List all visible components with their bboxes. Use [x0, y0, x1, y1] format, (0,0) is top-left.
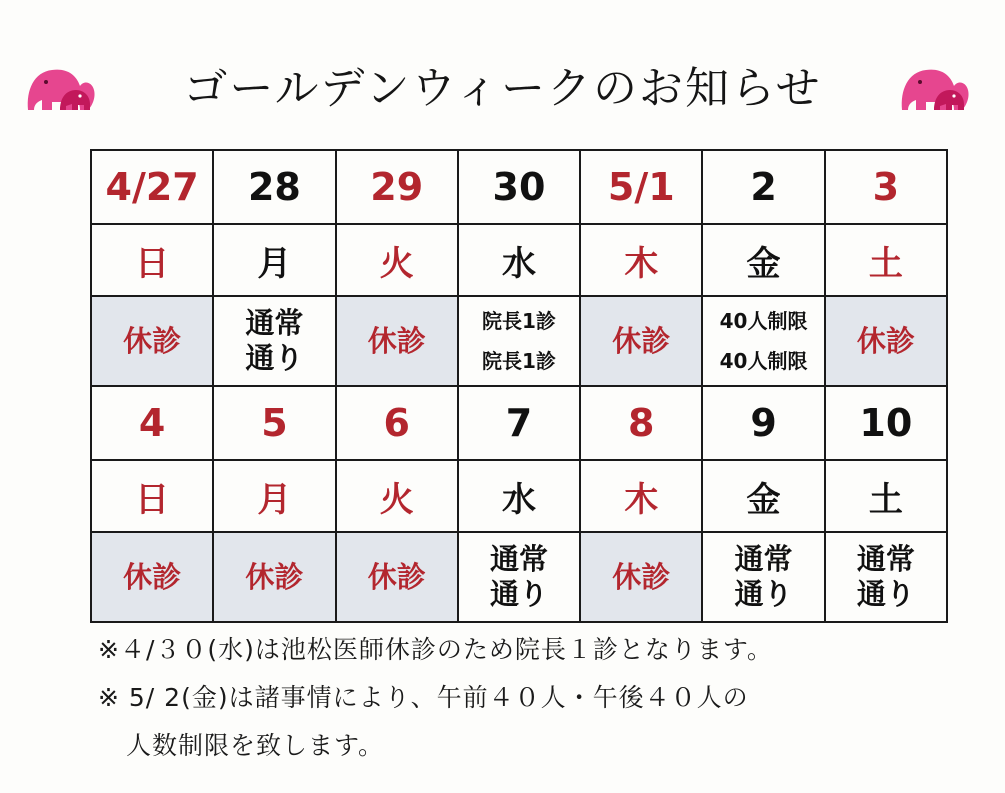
- note-line: 人数制限を致します。: [126, 731, 385, 760]
- date-cell: 30: [458, 150, 580, 224]
- week2-status-row: [91, 532, 947, 622]
- date-cell: 4/27: [91, 150, 213, 224]
- status-text: 休診: [245, 559, 304, 594]
- status-cell-closed: [580, 296, 702, 386]
- status-text: 休診: [612, 559, 671, 594]
- weekday-cell: 水: [458, 460, 580, 532]
- weekday-cell: 日: [91, 224, 213, 296]
- status-text: 通常: [856, 542, 915, 577]
- date-cell: 5/1: [580, 150, 702, 224]
- week2-weekday-row: [91, 460, 947, 532]
- date-cell: 10: [825, 386, 947, 460]
- status-cell-closed: [336, 296, 458, 386]
- status-text: 40人制限: [719, 309, 808, 333]
- status-text: 院長1診: [482, 309, 556, 333]
- status-cell-director: [458, 296, 580, 386]
- date-cell: 28: [213, 150, 335, 224]
- status-cell-closed: [91, 296, 213, 386]
- date-cell: 3: [825, 150, 947, 224]
- status-cell-closed: [825, 296, 947, 386]
- status-text: 院長1診: [482, 349, 556, 373]
- status-text: 休診: [367, 559, 426, 594]
- weekday-cell: 土: [825, 224, 947, 296]
- status-cell-closed: [580, 532, 702, 622]
- status-text: 休診: [856, 323, 915, 358]
- status-cell-closed: [213, 532, 335, 622]
- weekday-cell: 火: [336, 460, 458, 532]
- date-cell: 8: [580, 386, 702, 460]
- weekday-cell: 木: [580, 460, 702, 532]
- holiday-calendar: [90, 149, 948, 623]
- status-text: 休診: [123, 323, 182, 358]
- date-cell: 2: [702, 150, 824, 224]
- date-cell: 7: [458, 386, 580, 460]
- date-cell: 5: [213, 386, 335, 460]
- week1-weekday-row: [91, 224, 947, 296]
- date-cell: 9: [702, 386, 824, 460]
- weekday-cell: 金: [702, 224, 824, 296]
- status-cell-closed: [91, 532, 213, 622]
- status-cell-normal: [213, 296, 335, 386]
- status-cell-normal: [702, 532, 824, 622]
- status-cell-normal: [458, 532, 580, 622]
- status-text: 通り: [489, 577, 548, 611]
- status-text: 通常: [734, 542, 793, 577]
- weekday-cell: 木: [580, 224, 702, 296]
- status-text: 通常: [489, 542, 548, 577]
- status-text: 休診: [612, 323, 671, 358]
- weekday-cell: 火: [336, 224, 458, 296]
- weekday-cell: 水: [458, 224, 580, 296]
- status-text: 休診: [123, 559, 182, 594]
- date-cell: 6: [336, 386, 458, 460]
- note-line: ※４/３０(水)は池松医師休診のため院長１診となります。: [98, 635, 773, 664]
- weekday-cell: 金: [702, 460, 824, 532]
- status-text: 40人制限: [719, 349, 808, 373]
- weekday-cell: 月: [213, 224, 335, 296]
- status-text: 通り: [856, 577, 915, 611]
- page-title: ゴールデンウィークのお知らせ: [183, 63, 822, 114]
- notes: [98, 626, 978, 770]
- status-cell-closed: [336, 532, 458, 622]
- week2-date-row: [91, 386, 947, 460]
- status-cell-limited: [702, 296, 824, 386]
- status-text: 通り: [734, 577, 793, 611]
- status-text: 通り: [245, 341, 304, 375]
- week1-status-row: [91, 296, 947, 386]
- status-text: 通常: [245, 306, 304, 341]
- status-cell-normal: [825, 532, 947, 622]
- weekday-cell: 土: [825, 460, 947, 532]
- elephant-logo-icon: [896, 60, 974, 116]
- date-cell: 29: [336, 150, 458, 224]
- note-line: ※ 5/ 2(金)は諸事情により、午前４０人・午後４０人の: [98, 683, 749, 712]
- week1-date-row: [91, 150, 947, 224]
- date-cell: 4: [91, 386, 213, 460]
- weekday-cell: 日: [91, 460, 213, 532]
- status-text: 休診: [367, 323, 426, 358]
- weekday-cell: 月: [213, 460, 335, 532]
